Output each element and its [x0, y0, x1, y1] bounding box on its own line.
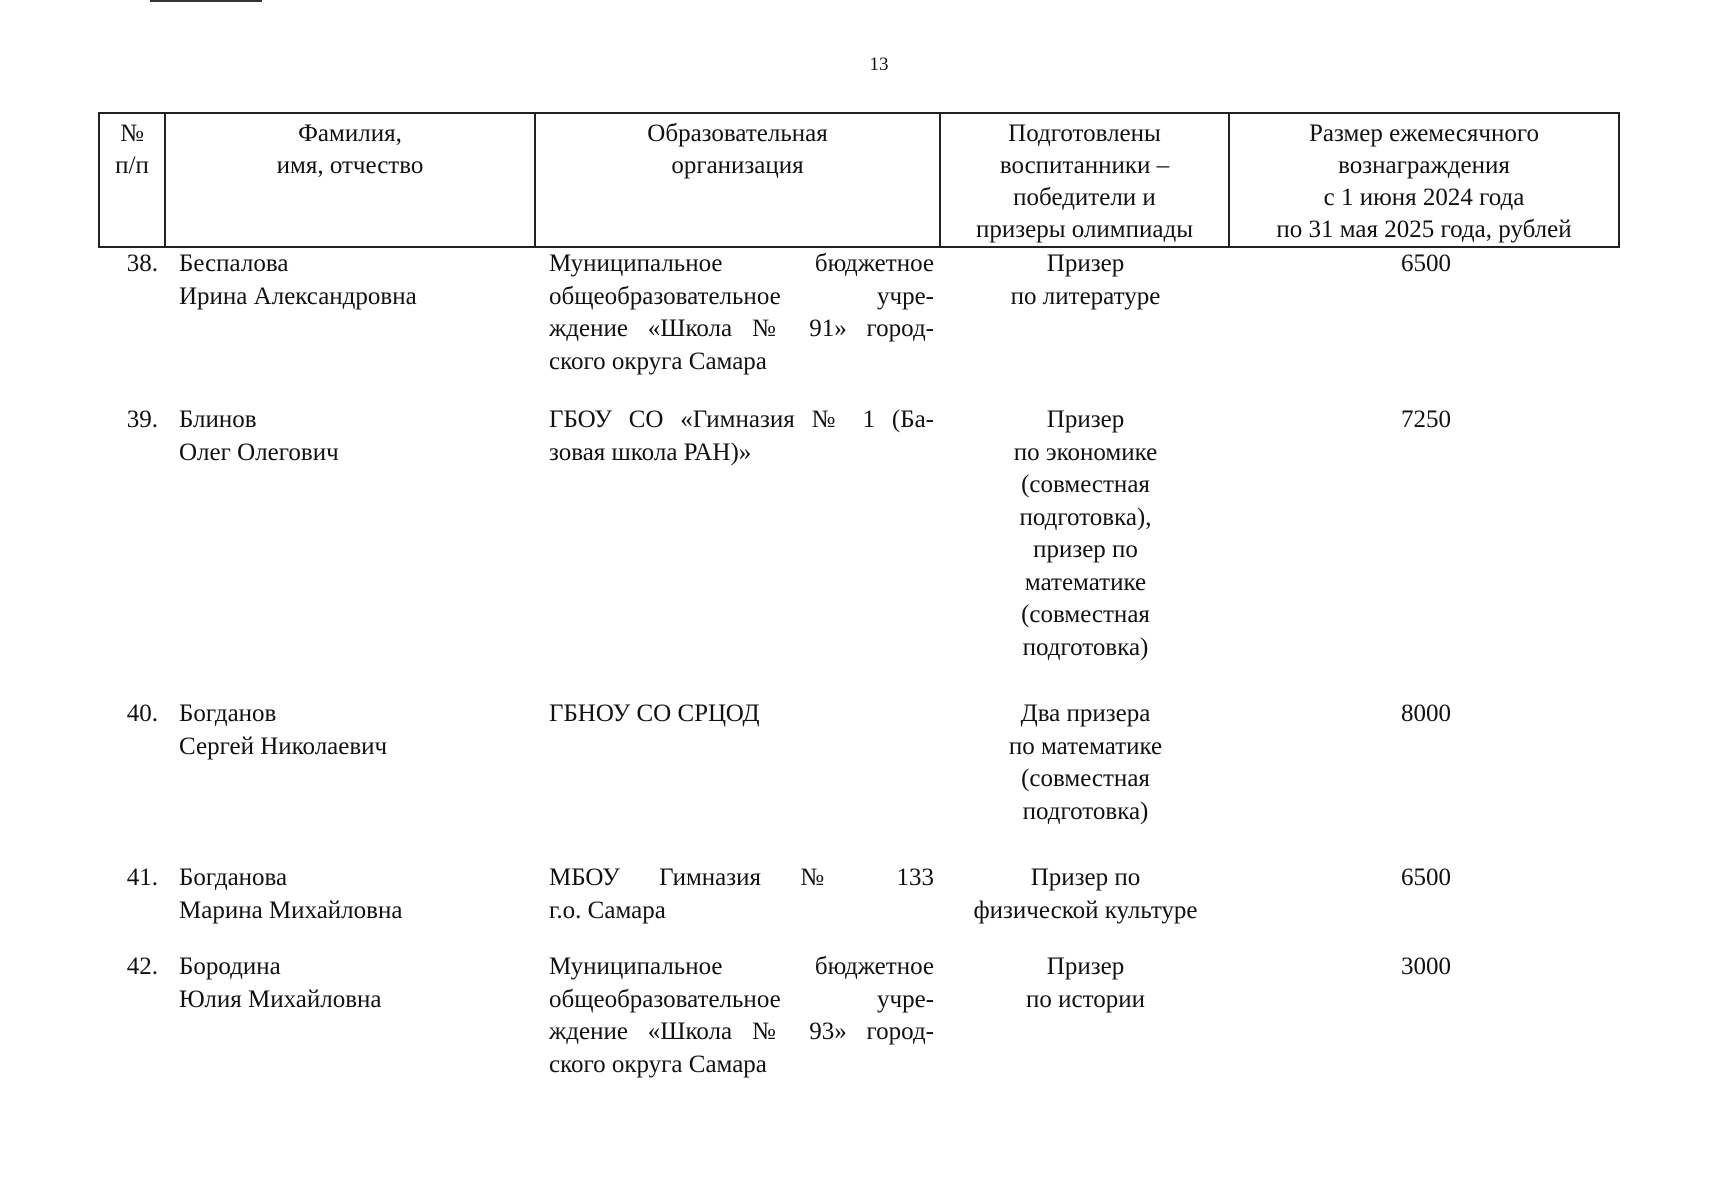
header-row: [99, 113, 1619, 247]
award-amount: 6500: [1401, 250, 1451, 277]
organization-line: зовая школа РАН)»: [549, 438, 752, 466]
achievement: Призер по физической культуре: [973, 864, 1198, 924]
row-number: 38.: [126, 250, 158, 277]
teacher-name: Беспалова Ирина Александровна: [179, 250, 417, 310]
organization-line: ждение «Школа № 91» город-: [549, 315, 934, 342]
row-number: 41.: [126, 864, 158, 891]
row-number: 39.: [126, 406, 158, 433]
achievement: Призер по экономике (совместная подготовка), призер по математике (совместная подготовка): [1013, 406, 1158, 661]
organization-line: МБОУ Гимназия № 133: [549, 864, 934, 891]
award-amount: 7250: [1401, 406, 1451, 433]
achievement: Призер по истории: [1026, 953, 1145, 1013]
scan-edge-mark: [150, 0, 262, 2]
organization: [549, 951, 934, 1081]
organization-line: ГБОУ СО «Гимназия № 1 (Ба-: [549, 406, 934, 433]
row-number: 40.: [126, 700, 158, 727]
organization-line: Муниципальное бюджетное: [549, 250, 934, 277]
header-full-name: Фамилия, имя, отчество: [165, 113, 535, 247]
row-number: 42.: [126, 953, 158, 980]
organization-line: общеобразовательное учре-: [549, 985, 934, 1013]
awards-table-header: [98, 112, 1620, 248]
header-number: № п/п: [99, 113, 165, 247]
page-number: 13: [869, 54, 889, 75]
teacher-name: Богданов Сергей Николаевич: [179, 700, 388, 760]
teacher-name: Богданова Марина Михайловна: [179, 864, 403, 924]
award-amount: 6500: [1401, 864, 1451, 891]
header-organization: Образовательная организация: [535, 113, 940, 247]
achievement: Призер по литературе: [1010, 250, 1161, 310]
teacher-name: Блинов Олег Олегович: [179, 406, 339, 466]
organization-line: г.о. Самара: [549, 896, 666, 924]
organization-line: Муниципальное бюджетное: [549, 953, 934, 980]
header-achievement: Подготовлены воспитанники – победители и призеры олимпиады: [940, 113, 1229, 247]
organization: [549, 404, 934, 469]
organization-line: ГБНОУ СО СРЦОД: [549, 700, 760, 727]
award-amount: 8000: [1401, 700, 1451, 727]
organization: [549, 862, 934, 927]
organization: [549, 248, 934, 378]
organization: [549, 698, 934, 731]
organization-line: ждение «Школа № 93» город-: [549, 1018, 934, 1045]
award-amount: 3000: [1401, 953, 1451, 980]
organization-line: ского округа Самара: [549, 1050, 767, 1078]
organization-line: общеобразовательное учре-: [549, 282, 934, 310]
teacher-name: Бородина Юлия Михайловна: [179, 953, 382, 1013]
organization-line: ского округа Самара: [549, 347, 767, 375]
header-award-amount: Размер ежемесячного вознаграждения с 1 июня 2024 года по 31 мая 2025 года, рублей: [1229, 113, 1619, 247]
achievement: Два призера по математике (совместная подготовка): [1008, 700, 1163, 825]
